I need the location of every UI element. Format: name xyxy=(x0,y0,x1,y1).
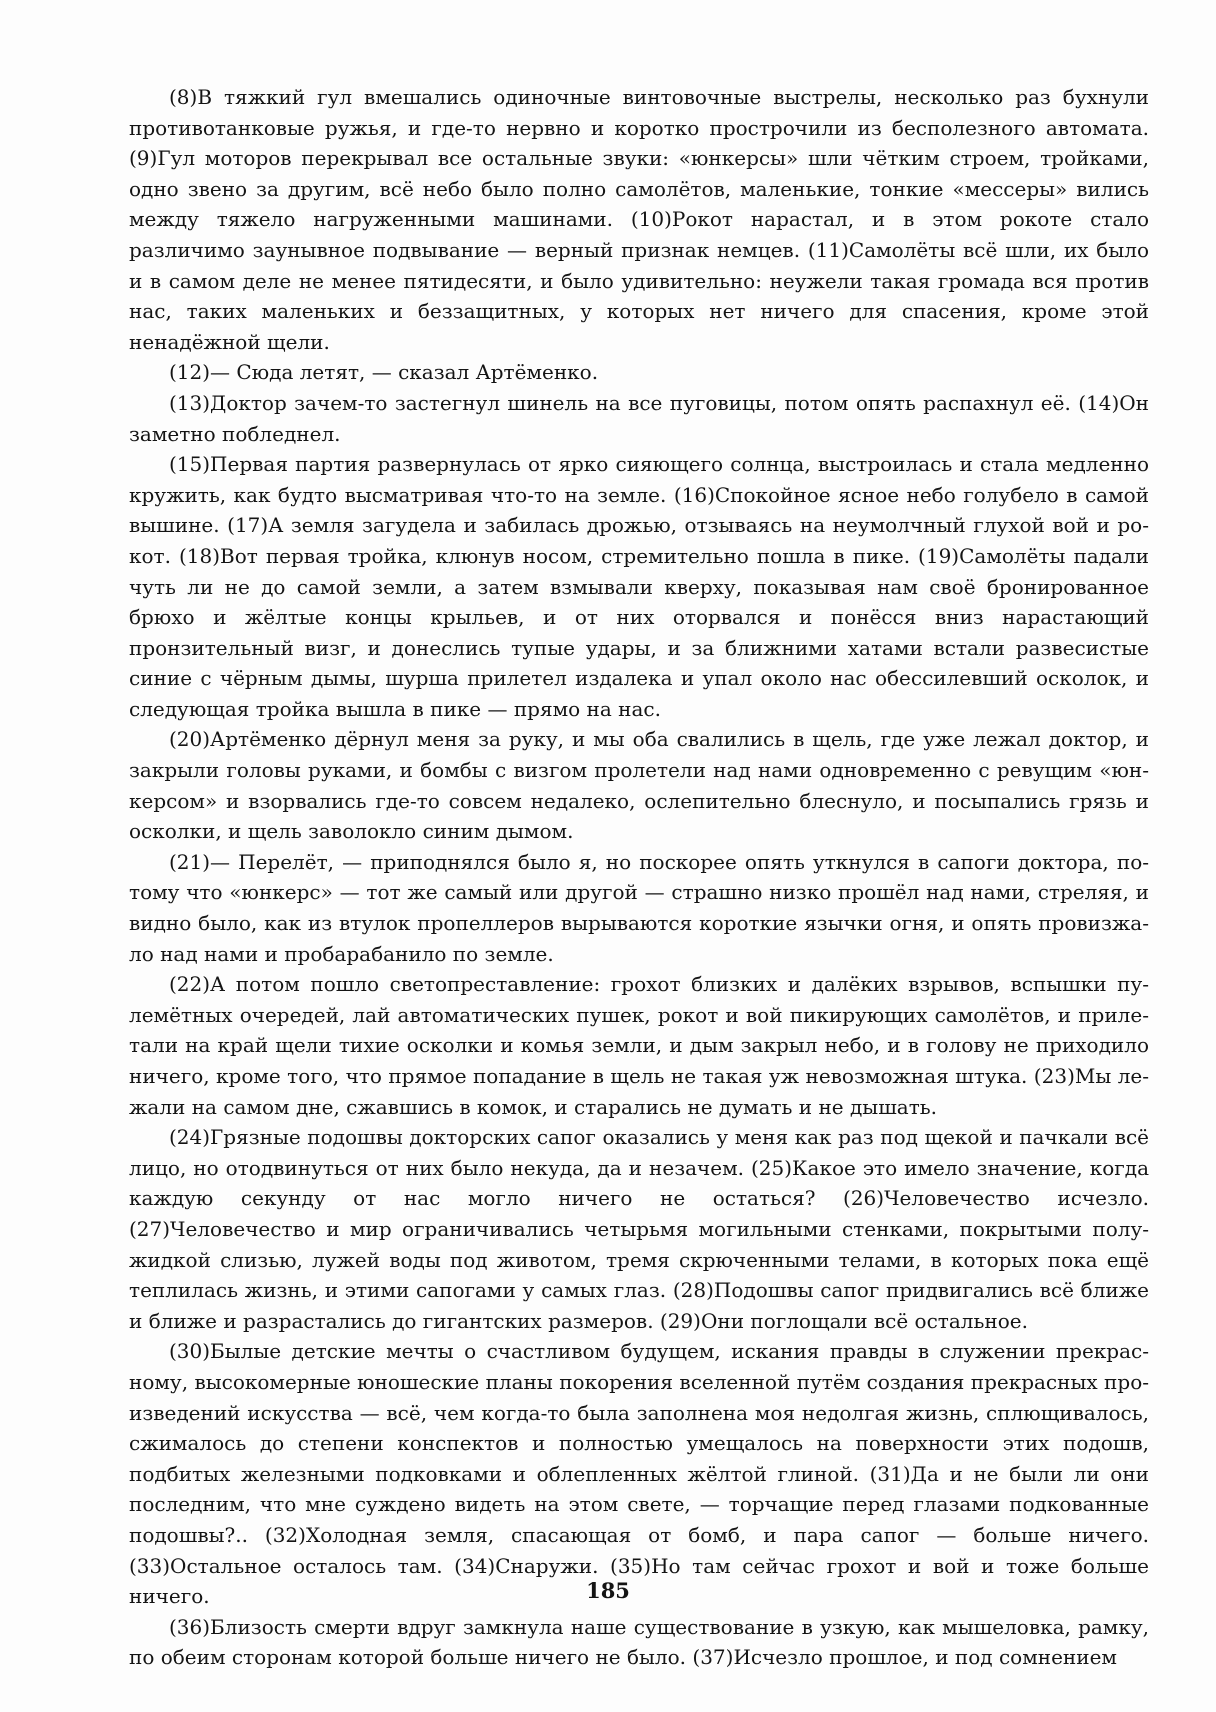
paragraph-30: (30)Былые детские мечты о счастливом будущем, искания правды в служении прекрасному, высокомерные юношеские планы покорения вселенной путём создания прекрасных произведений искусства — всё, чем когда-то была заполнена моя недолгая жизнь, сплющивалось, сжималось до степени конспектов и полностью умещалось на поверхности этих подошв, подбитых железными подковками и облепленных жёлтой глиной. (31)Да и не были ли они последним, что мне суждено видеть на этом свете, — торчащие перед глазами подкованные подошвы?.. (32)Холодная земля, спасающая от бомб, и пара сапог — больше ничего. (33)Остальное осталось там. (34)Снаружи. (35)Но там сейчас грохот и вой и тоже больше ничего. xyxy=(129,1339,1149,1609)
paragraph-36: (36)Близость смерти вдруг замкнула наше существование в узкую, как мышеловка, рамку, по обеим сторонам которой больше ничего не было. (37)Исчезло прошлое, и под сомнением xyxy=(129,1614,1149,1670)
paragraph-13: (13)Доктор зачем-то застегнул шинель на все пуговицы, потом опять распахнул её. (14)Он заметно побледнел. xyxy=(129,390,1149,446)
paragraph-8: (8)В тяжкий гул вмешались одиночные винтовочные выстрелы, несколько раз бухнули противотанковые ружья, и где-то нервно и коротко прострочили из бесполезного автомата. (9)Гул моторов перекрывал все остальные звуки: «юнкерсы» шли чётким строем, тройками, одно звено за другим, всё небо было полно самолётов, маленькие, тонкие «мессеры» вились между тяжело нагруженными машинами. (10)Рокот нарастал, и в этом рокоте стало различимо заунывное подвывание — верный признак немцев. (11)Самолёты всё шли, их было и в самом деле не менее пятидесяти, и было удивительно: неужели такая громада вся против нас, таких маленьких и беззащитных, у которых нет ничего для спасения, кроме этой ненадёжной щели. xyxy=(129,85,1149,354)
page-number: 185 xyxy=(586,1578,630,1603)
paragraph-24: (24)Грязные подошвы докторских сапог оказались у меня как раз под щекой и пачкали всё лицо, но отодвинуться от них было некуда, да и незачем. (25)Какое это имело значение, когда каждую секунду от нас могло ничего не остаться? (26)Человечество исчезло. (27)Человечество и мир ограничивались четырьмя могильными стенками, покрытыми полужидкой слизью, лужей воды под животом, тремя скрюченными телами, в которых пока ещё теплилась жизнь, и этими сапогами у самых глаз. (28)Подошвы сапог придвигались всё ближе и ближе и разрастались до гигантских размеров. (29)Они поглощали всё остальное. xyxy=(129,1125,1149,1333)
paragraph-15: (15)Первая партия развернулась от ярко сияющего солнца, выстроилась и стала медленно кружить, как будто высматривая что-то на земле. (16)Спокойное ясное небо голубело в самой вышине. (17)А земля загудела и забилась дрожью, отзываясь на неумолчный глухой вой и рокот. (18)Вот первая тройка, клюнув носом, стремительно пошла в пике. (19)Самолёты падали чуть ли не до самой земли, а затем взмывали кверху, показывая нам своё бронированное брюхо и жёлтые концы крыльев, и от них оторвался и понёсся вниз нарастающий пронзительный визг, и донеслись тупые удары, и за ближними хатами встали развесистые синие с чёрным дымы, шурша прилетел издалека и упал около нас обессилевший осколок, и следующая тройка вышла в пике — прямо на нас. xyxy=(129,452,1149,721)
text-body xyxy=(129,82,1149,1673)
paragraph-21: (21)— Перелёт, — приподнялся было я, но поскорее опять уткнулся в сапоги доктора, потому что «юнкерс» — тот же самый или другой — страшно низко прошёл над нами, стреляя, и видно было, как из втулок пропеллеров вырываются короткие язычки огня, и опять провизжало над нами и пробарабанило по земле. xyxy=(129,849,1149,966)
paragraph-20: (20)Артёменко дёрнул меня за руку, и мы оба свалились в щель, где уже лежал доктор, и закрыли головы руками, и бомбы с визгом пролетели над нами одновременно с ревущим «юнкерсом» и взорвались где-то совсем недалеко, ослепительно блеснуло, и посыпались грязь и осколки, и щель заволокло синим дымом. xyxy=(129,727,1149,844)
paragraph-12: (12)— Сюда летят, — сказал Артёменко. xyxy=(169,360,599,385)
paragraph-22: (22)А потом пошло светопреставление: грохот близких и далёких взрывов, вспышки пулемётных очередей, лай автоматических пушек, рокот и вой пикирующих самолётов, и прилетали на край щели тихие осколки и комья земли, и дым закрыл небо, и в голову не приходило ничего, кроме того, что прямое попадание в щель не такая уж невозможная штука. (23)Мы лежали на самом дне, сжавшись в комок, и старались не думать и не дышать. xyxy=(129,972,1149,1119)
